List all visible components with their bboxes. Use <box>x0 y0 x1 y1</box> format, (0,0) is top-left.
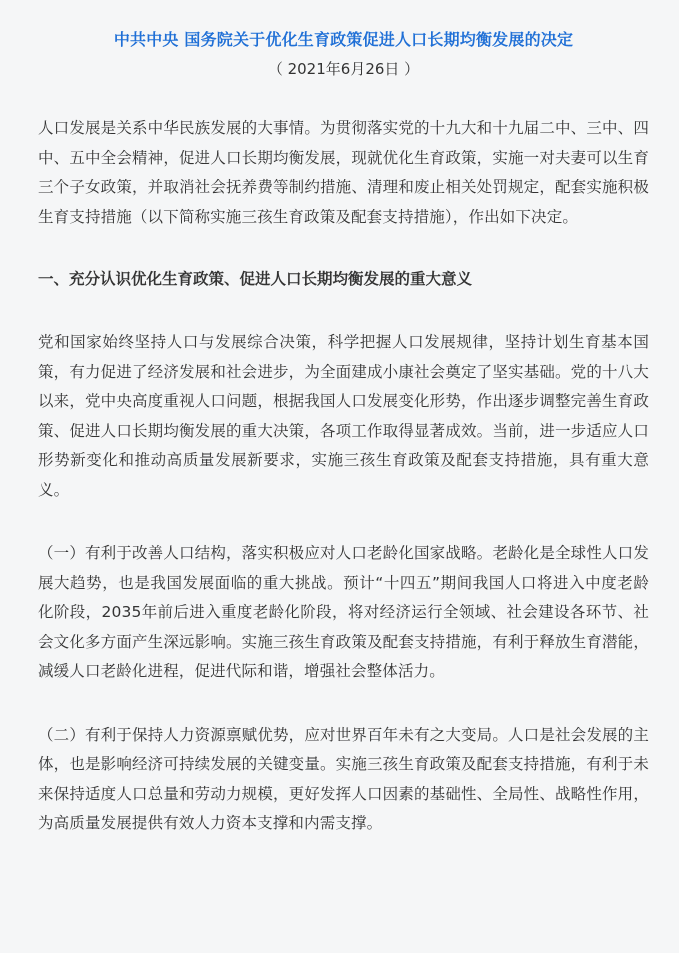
document-title: 中共中央 国务院关于优化生育政策促进人口长期均衡发展的决定 <box>113 30 574 49</box>
intro-paragraph: 人口发展是关系中华民族发展的大事情。为贯彻落实党的十九大和十九届二中、三中、四中、五中全会精神，促进人口长期均衡发展，现就优化生育政策，实施一对夫妻可以生育三个子女政策，并取消社会抚养费等制约措施、清理和废止相关处罚规定，配套实施积极生育支持措施（以下简称实施三孩生育政策及配套支持措施），作出如下决定。 <box>38 119 649 226</box>
document-date: （ 2021年6月26日 ） <box>267 60 420 78</box>
section-paragraph-1: 党和国家始终坚持人口与发展综合决策，科学把握人口发展规律，坚持计划生育基本国策，有力促进了经济发展和社会进步，为全面建成小康社会奠定了坚实基础。党的十八大以来，党中央高度重视人口问题，根据我国人口发展变化形势，作出逐步调整完善生育政策、促进人口长期均衡发展的重大决策，各项工作取得显著成效。当前，进一步适应人口形势新变化和推动高质量发展新要求，实施三孩生育政策及配套支持措施，具有重大意义。 <box>38 333 649 499</box>
section-paragraph-2: （一）有利于改善人口结构，落实积极应对人口老龄化国家战略。老龄化是全球性人口发展大趋势，也是我国发展面临的重大挑战。预计“十四五”期间我国人口将进入中度老龄化阶段，2035年前后进入重度老龄化阶段，将对经济运行全领域、社会建设各环节、社会文化多方面产生深远影响。实施三孩生育政策及配套支持措施，有利于释放生育潜能，减缓人口老龄化进程，促进代际和谐，增强社会整体活力。 <box>38 544 649 680</box>
section-paragraph-3: （二）有利于保持人力资源禀赋优势，应对世界百年未有之大变局。人口是社会发展的主体，也是影响经济可持续发展的关键变量。实施三孩生育政策及配套支持措施，有利于未来保持适度人口总量和劳动力规模，更好发挥人口因素的基础性、全局性、战略性作用，为高质量发展提供有效人力资本支撑和内需支撑。 <box>38 725 649 832</box>
section-heading: 一、充分认识优化生育政策、促进人口长期均衡发展的重大意义 <box>38 270 473 288</box>
